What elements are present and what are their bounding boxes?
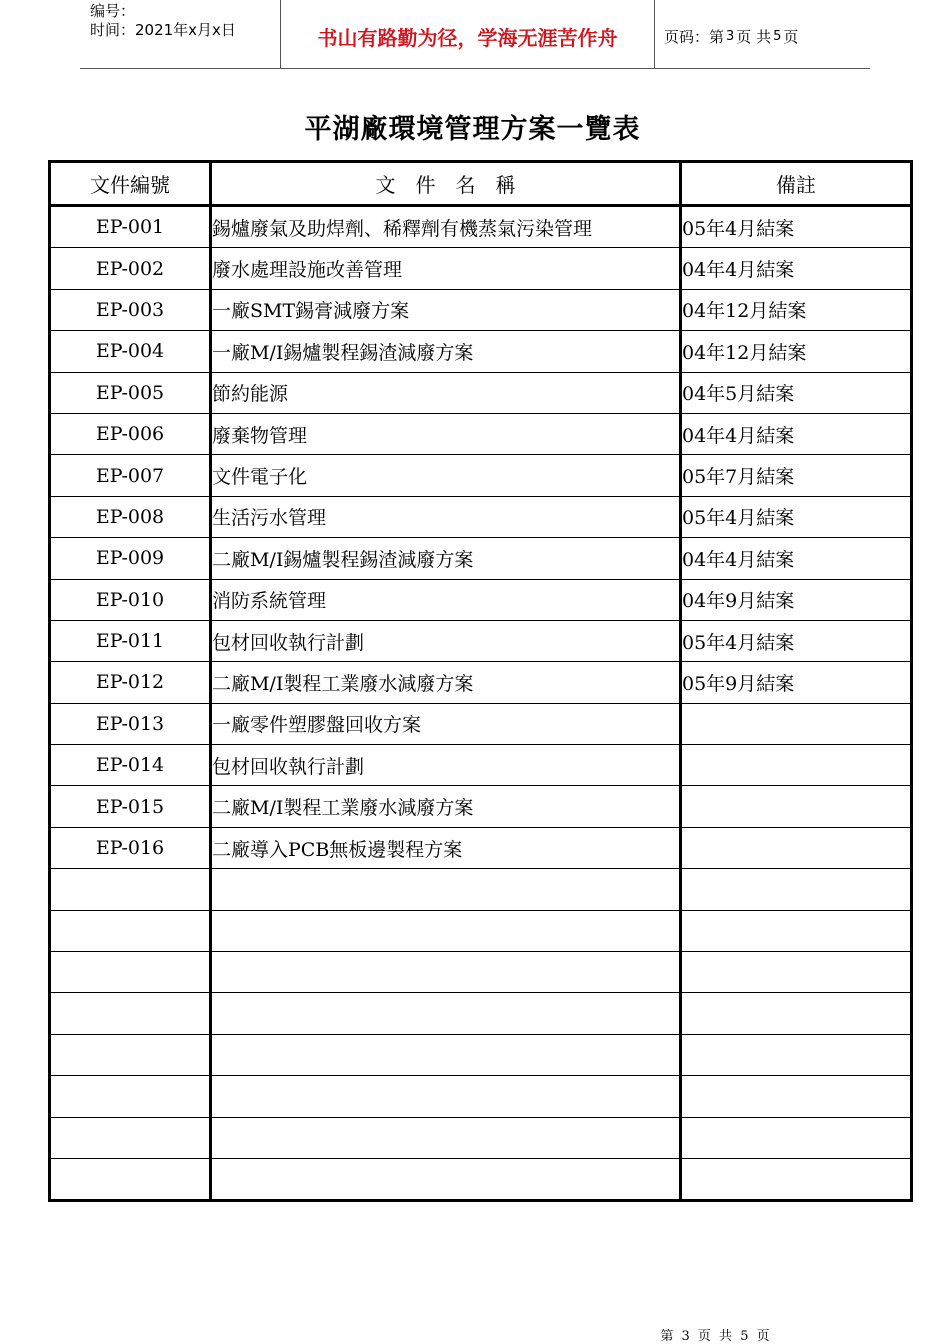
- remarks-cell: [681, 993, 912, 1034]
- remarks-cell: [681, 827, 912, 868]
- table-row: [50, 1076, 912, 1117]
- table-row: [50, 786, 912, 827]
- table-row: [50, 952, 912, 993]
- remarks-cell: 05年4月結案: [681, 496, 912, 537]
- doc-number-cell: EP-007: [50, 455, 211, 496]
- doc-number-cell: [50, 869, 211, 910]
- doc-number-cell: EP-003: [50, 289, 211, 330]
- table-row: [50, 331, 912, 372]
- doc-name-cell: 一廠M/I錫爐製程錫渣減廢方案: [211, 331, 681, 372]
- document-date: 时间：2021年x月x日: [90, 21, 236, 39]
- table-row: [50, 579, 912, 620]
- column-header-remarks: 備註: [681, 162, 912, 206]
- page-footer: 第 3 页 共 5 页: [660, 1329, 770, 1344]
- doc-number-cell: [50, 1117, 211, 1158]
- doc-name-cell: 錫爐廢氣及助焊劑、稀釋劑有機蒸氣污染管理: [211, 206, 681, 248]
- doc-number-cell: EP-009: [50, 538, 211, 579]
- doc-name-cell: 廢棄物管理: [211, 413, 681, 454]
- remarks-cell: [681, 1117, 912, 1158]
- remarks-cell: [681, 1076, 912, 1117]
- table-row: [50, 496, 912, 537]
- remarks-cell: 05年7月結案: [681, 455, 912, 496]
- table-header-row: [50, 162, 912, 206]
- column-header-doc-number: 文件編號: [50, 162, 211, 206]
- page-mid: 页 共: [736, 27, 772, 46]
- remarks-cell: [681, 1158, 912, 1200]
- doc-name-cell: [211, 1034, 681, 1075]
- doc-number-cell: EP-004: [50, 331, 211, 372]
- header-motto: 书山有路勤为径，学海无涯苦作舟: [281, 0, 655, 68]
- doc-name-cell: 二廠導入PCB無板邊製程方案: [211, 827, 681, 868]
- doc-number-cell: [50, 1034, 211, 1075]
- doc-number-cell: EP-011: [50, 620, 211, 661]
- doc-name-cell: 一廠零件塑膠盤回收方案: [211, 703, 681, 744]
- header-page-info: [655, 0, 870, 68]
- remarks-cell: 04年12月結案: [681, 289, 912, 330]
- page-total: 5: [773, 28, 782, 44]
- table-row: [50, 1158, 912, 1200]
- remarks-cell: 05年9月結案: [681, 662, 912, 703]
- table-row: [50, 289, 912, 330]
- doc-number-cell: [50, 910, 211, 951]
- table-row: [50, 703, 912, 744]
- doc-name-cell: [211, 1117, 681, 1158]
- table-row: [50, 1117, 912, 1158]
- doc-number-cell: EP-013: [50, 703, 211, 744]
- table-row: [50, 206, 912, 248]
- doc-name-cell: [211, 1158, 681, 1200]
- doc-name-cell: 廢水處理設施改善管理: [211, 248, 681, 289]
- remarks-cell: [681, 869, 912, 910]
- remarks-cell: 04年4月結案: [681, 248, 912, 289]
- remarks-cell: 04年4月結案: [681, 413, 912, 454]
- table-row: [50, 993, 912, 1034]
- document-number-label: 编号：: [90, 2, 136, 20]
- doc-name-cell: 二廠M/I錫爐製程錫渣減廢方案: [211, 538, 681, 579]
- page-prefix: 页码：第: [664, 27, 725, 46]
- doc-number-cell: EP-014: [50, 745, 211, 786]
- doc-name-cell: [211, 952, 681, 993]
- doc-name-cell: 一廠SMT錫膏減廢方案: [211, 289, 681, 330]
- doc-number-cell: EP-012: [50, 662, 211, 703]
- table-row: [50, 413, 912, 454]
- doc-number-cell: EP-010: [50, 579, 211, 620]
- doc-number-cell: [50, 993, 211, 1034]
- table-body: [50, 206, 912, 1201]
- doc-name-cell: 文件電子化: [211, 455, 681, 496]
- table-row: [50, 1034, 912, 1075]
- doc-name-cell: [211, 869, 681, 910]
- doc-number-cell: EP-008: [50, 496, 211, 537]
- page-suffix: 页: [783, 27, 799, 46]
- doc-number-cell: EP-001: [50, 206, 211, 248]
- table-row: [50, 910, 912, 951]
- remarks-cell: [681, 786, 912, 827]
- doc-number-cell: EP-016: [50, 827, 211, 868]
- remarks-cell: 04年12月結案: [681, 331, 912, 372]
- doc-number-cell: [50, 1076, 211, 1117]
- remarks-cell: [681, 745, 912, 786]
- remarks-cell: [681, 910, 912, 951]
- remarks-cell: [681, 1034, 912, 1075]
- table-row: [50, 662, 912, 703]
- environment-plan-table: [48, 160, 913, 1202]
- remarks-cell: 05年4月結案: [681, 206, 912, 248]
- table-row: [50, 455, 912, 496]
- doc-name-cell: 節約能源: [211, 372, 681, 413]
- doc-number-cell: EP-005: [50, 372, 211, 413]
- page-title: 平湖廠環境管理方案一覽表: [304, 114, 641, 145]
- remarks-cell: [681, 952, 912, 993]
- doc-number-cell: EP-002: [50, 248, 211, 289]
- table-row: [50, 248, 912, 289]
- column-header-doc-name: 文 件 名 稱: [211, 162, 681, 206]
- table-row: [50, 745, 912, 786]
- table-row: [50, 869, 912, 910]
- doc-name-cell: 消防系統管理: [211, 579, 681, 620]
- header-meta: [80, 0, 281, 68]
- doc-name-cell: 生活污水管理: [211, 496, 681, 537]
- remarks-cell: [681, 703, 912, 744]
- doc-number-cell: EP-006: [50, 413, 211, 454]
- table-row: [50, 827, 912, 868]
- page-header: [80, 0, 870, 69]
- doc-name-cell: [211, 993, 681, 1034]
- table-row: [50, 538, 912, 579]
- doc-number-cell: [50, 952, 211, 993]
- remarks-cell: 05年4月結案: [681, 620, 912, 661]
- table-row: [50, 372, 912, 413]
- remarks-cell: 04年9月結案: [681, 579, 912, 620]
- doc-name-cell: 二廠M/I製程工業廢水減廢方案: [211, 786, 681, 827]
- page-current: 3: [726, 28, 735, 44]
- doc-name-cell: [211, 1076, 681, 1117]
- doc-name-cell: 包材回收執行計劃: [211, 620, 681, 661]
- remarks-cell: 04年5月結案: [681, 372, 912, 413]
- table-row: [50, 620, 912, 661]
- remarks-cell: 04年4月結案: [681, 538, 912, 579]
- doc-name-cell: 二廠M/I製程工業廢水減廢方案: [211, 662, 681, 703]
- doc-number-cell: EP-015: [50, 786, 211, 827]
- doc-name-cell: [211, 910, 681, 951]
- doc-number-cell: [50, 1158, 211, 1200]
- doc-name-cell: 包材回收執行計劃: [211, 745, 681, 786]
